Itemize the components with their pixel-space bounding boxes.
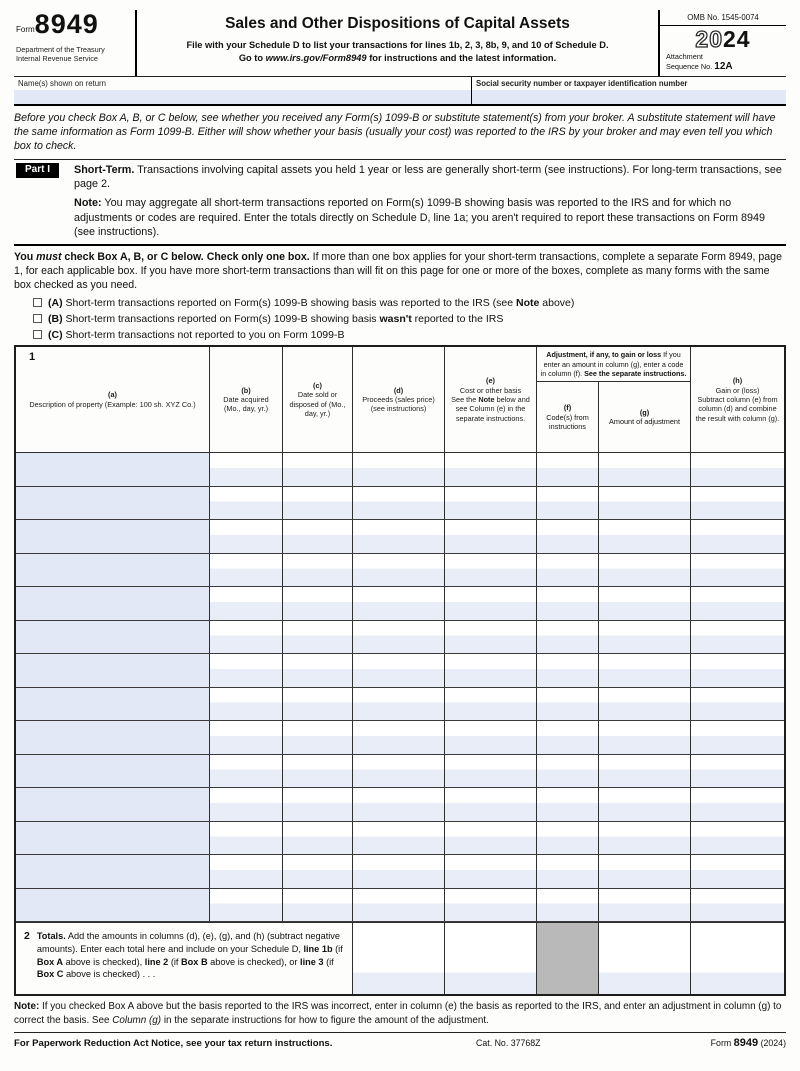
cell-codes[interactable] bbox=[537, 721, 599, 754]
totals-box-c: Box C bbox=[36, 969, 64, 980]
header-g-key: (g) bbox=[639, 407, 650, 417]
cell-proceeds[interactable] bbox=[353, 587, 445, 620]
part1-note-text: You may aggregate all short-term transactions reported on Form(s) 1099-B showing basis was reported to the IRS and for which no adjustments or codes are required. Enter the totals directly on Schedule D, line 1a; you aren't required to report these transactions on Form 8949 (see instructions). bbox=[74, 196, 766, 239]
cell-gain-loss[interactable] bbox=[691, 822, 784, 855]
divider bbox=[14, 244, 786, 246]
cell-gain-loss[interactable] bbox=[691, 621, 784, 654]
cell-amount-adjustment[interactable] bbox=[599, 621, 691, 654]
cell-date-acquired[interactable] bbox=[210, 688, 283, 721]
cell-date-sold[interactable] bbox=[283, 654, 353, 687]
omb-number: OMB No. 1545-0074 bbox=[660, 10, 786, 26]
cell-description[interactable] bbox=[16, 855, 210, 888]
cell-amount-adjustment[interactable] bbox=[599, 688, 691, 721]
cell-description[interactable] bbox=[16, 654, 210, 687]
cell-date-acquired[interactable] bbox=[210, 788, 283, 821]
totals-dot-leader: . . . bbox=[142, 969, 156, 980]
table-row bbox=[16, 487, 784, 521]
cell-codes[interactable] bbox=[537, 520, 599, 553]
cell-gain-loss[interactable] bbox=[691, 487, 784, 520]
checkbox-a-bold: Note bbox=[516, 296, 540, 309]
cell-date-sold[interactable] bbox=[283, 822, 353, 855]
ssn-input[interactable] bbox=[472, 90, 786, 104]
column-g-reference: Column (g) bbox=[112, 1014, 162, 1026]
table-row bbox=[16, 755, 784, 789]
basis-note-paragraph bbox=[14, 1000, 786, 1027]
adjustment-title: Adjustment, if any, to gain or loss bbox=[546, 350, 662, 360]
form-number: 8949 bbox=[34, 9, 99, 39]
totals-row bbox=[16, 922, 784, 994]
cell-gain-loss[interactable] bbox=[691, 587, 784, 620]
cell-cost-basis[interactable] bbox=[445, 688, 537, 721]
cell-date-acquired[interactable] bbox=[210, 889, 283, 922]
adjustment-text: If you enter an amount in column (g), enter a code in column (f). bbox=[540, 350, 684, 378]
cell-description[interactable] bbox=[16, 453, 210, 486]
cell-gain-loss[interactable] bbox=[691, 688, 784, 721]
basis-note-text-1: If you checked Box A above but the basis reported to the IRS was incorrect, enter in column (e) the basis as reported to the IRS, and enter an adjustment in column (g) to correct the basis. See bbox=[14, 1001, 782, 1026]
dept-line-2: Internal Revenue Service bbox=[16, 53, 98, 63]
cell-cost-basis[interactable] bbox=[445, 788, 537, 821]
cell-cost-basis[interactable] bbox=[445, 755, 537, 788]
totals-text-2: (if bbox=[332, 943, 343, 954]
cell-amount-adjustment[interactable] bbox=[599, 453, 691, 486]
totals-label-cell bbox=[16, 923, 353, 994]
totals-instructions bbox=[37, 930, 346, 990]
table-row bbox=[16, 788, 784, 822]
header-a-text: Description of property (Example: 100 sh. XYZ Co.) bbox=[29, 399, 196, 409]
header-e-line1: Cost or other basis bbox=[459, 385, 522, 395]
header-date-sold bbox=[283, 347, 353, 452]
cell-gain-loss[interactable] bbox=[691, 453, 784, 486]
broker-intro-paragraph: Before you check Box A, B, or C below, see whether you received any Form(s) 1099-B or substitute statement(s) from your broker. A substitute statement will have the same information as Form 1099-B. Either will show whether your basis (usually your cost) was reported to the IRS by your broker and may even tell you which box to check. bbox=[14, 111, 776, 153]
cell-date-acquired[interactable] bbox=[210, 487, 283, 520]
cell-description[interactable] bbox=[16, 520, 210, 553]
cell-amount-adjustment[interactable] bbox=[599, 755, 691, 788]
checkbox-b[interactable] bbox=[33, 314, 42, 323]
note-label: Note: bbox=[74, 196, 102, 209]
subtitle-line-1: File with your Schedule D to list your transactions for lines 1b, 2, 3, 8b, 9, and 10 of Schedule D. bbox=[186, 40, 609, 50]
cell-amount-adjustment[interactable] bbox=[599, 487, 691, 520]
totals-cost-basis[interactable] bbox=[445, 923, 537, 994]
goto-suffix: for instructions and the latest information. bbox=[366, 52, 557, 63]
totals-text-6: (if bbox=[323, 956, 334, 967]
cell-proceeds[interactable] bbox=[353, 889, 445, 922]
page-footer bbox=[14, 1032, 786, 1049]
header-g-text: Amount of adjustment bbox=[609, 417, 680, 427]
cell-amount-adjustment[interactable] bbox=[599, 855, 691, 888]
part1-heading-text: Transactions involving capital assets you held 1 year or less are generally short-term (see instructions). For long-term transactions, see page 2. bbox=[74, 163, 782, 191]
checkbox-a[interactable] bbox=[33, 298, 42, 307]
table-row bbox=[16, 688, 784, 722]
checkbox-a-key: (A) bbox=[48, 296, 63, 309]
cell-date-acquired[interactable] bbox=[210, 520, 283, 553]
checkbox-b-suffix: reported to the IRS bbox=[411, 312, 504, 325]
totals-text-5: above is checked), or bbox=[207, 956, 301, 967]
cell-codes[interactable] bbox=[537, 788, 599, 821]
cell-amount-adjustment[interactable] bbox=[599, 788, 691, 821]
cell-proceeds[interactable] bbox=[353, 621, 445, 654]
cell-amount-adjustment[interactable] bbox=[599, 587, 691, 620]
header-amount-adjustment bbox=[599, 382, 690, 452]
header-h-key: (h) bbox=[732, 376, 743, 386]
box-instructions-paragraph bbox=[14, 250, 786, 293]
cell-date-acquired[interactable] bbox=[210, 855, 283, 888]
name-label: Name(s) shown on return bbox=[18, 78, 106, 88]
cell-date-acquired[interactable] bbox=[210, 654, 283, 687]
header-f-text: Code(s) from instructions bbox=[546, 412, 589, 432]
cell-description[interactable] bbox=[16, 755, 210, 788]
header-c-key: (c) bbox=[313, 380, 322, 390]
checkbox-b-key: (B) bbox=[48, 312, 63, 325]
cell-cost-basis[interactable] bbox=[445, 453, 537, 486]
form-word: Form bbox=[16, 24, 35, 34]
cell-codes[interactable] bbox=[537, 755, 599, 788]
cell-date-sold[interactable] bbox=[283, 621, 353, 654]
cell-description[interactable] bbox=[16, 621, 210, 654]
totals-line2: line 2 bbox=[144, 956, 169, 967]
transactions-table bbox=[14, 345, 786, 996]
header-c-text: Date sold or disposed of (Mo., day, yr.) bbox=[289, 390, 346, 419]
cell-proceeds[interactable] bbox=[353, 487, 445, 520]
cell-proceeds[interactable] bbox=[353, 453, 445, 486]
cell-date-sold[interactable] bbox=[283, 889, 353, 922]
tax-year bbox=[660, 28, 786, 51]
cell-description[interactable] bbox=[16, 587, 210, 620]
form-number-block bbox=[14, 10, 137, 76]
cell-date-acquired[interactable] bbox=[210, 587, 283, 620]
table-row bbox=[16, 889, 784, 923]
must-check-post: check Box A, B, or C below. Check only one box. bbox=[61, 250, 310, 263]
cell-date-sold[interactable] bbox=[283, 453, 353, 486]
cell-date-sold[interactable] bbox=[283, 554, 353, 587]
table-row bbox=[16, 453, 784, 487]
cell-date-sold[interactable] bbox=[283, 855, 353, 888]
part1-note bbox=[74, 196, 782, 240]
checkbox-row-a bbox=[33, 297, 786, 310]
cell-gain-loss[interactable] bbox=[691, 755, 784, 788]
cell-amount-adjustment[interactable] bbox=[599, 822, 691, 855]
totals-box-a: Box A bbox=[36, 956, 64, 967]
totals-gain-loss[interactable] bbox=[691, 923, 784, 994]
must-check-pre: You bbox=[14, 250, 37, 263]
checkbox-row-b bbox=[33, 313, 786, 326]
cell-amount-adjustment[interactable] bbox=[599, 889, 691, 922]
totals-line3: line 3 bbox=[300, 956, 324, 967]
form-footer-id bbox=[666, 1037, 786, 1049]
cell-date-sold[interactable] bbox=[283, 721, 353, 754]
checkbox-a-suffix: above) bbox=[539, 296, 575, 309]
cell-cost-basis[interactable] bbox=[445, 621, 537, 654]
cell-date-acquired[interactable] bbox=[210, 755, 283, 788]
cell-cost-basis[interactable] bbox=[445, 889, 537, 922]
header-adjustment-group bbox=[537, 347, 691, 452]
cell-amount-adjustment[interactable] bbox=[599, 721, 691, 754]
adjustment-see-instructions: See the separate instructions. bbox=[584, 368, 687, 378]
header-a-key: (a) bbox=[108, 390, 117, 400]
attachment-word: Attachment bbox=[666, 52, 703, 61]
cell-date-acquired[interactable] bbox=[210, 721, 283, 754]
short-term-label: Short-Term. bbox=[74, 163, 135, 176]
cell-gain-loss[interactable] bbox=[691, 855, 784, 888]
table-row bbox=[16, 587, 784, 621]
cell-description[interactable] bbox=[16, 554, 210, 587]
cell-date-acquired[interactable] bbox=[210, 621, 283, 654]
cell-date-sold[interactable] bbox=[283, 520, 353, 553]
cell-cost-basis[interactable] bbox=[445, 587, 537, 620]
checkbox-b-text: Short-term transactions reported on Form(s) 1099-B showing basis bbox=[62, 312, 380, 325]
checkbox-a-text: Short-term transactions reported on Form(s) 1099-B showing basis was reported to the IRS (see bbox=[62, 296, 517, 309]
totals-proceeds[interactable] bbox=[353, 923, 445, 994]
cell-codes[interactable] bbox=[537, 688, 599, 721]
cell-codes[interactable] bbox=[537, 654, 599, 687]
goto-text: Go to bbox=[238, 52, 266, 63]
header-proceeds bbox=[353, 347, 445, 452]
sequence-number: 12A bbox=[714, 61, 733, 73]
totals-text-4: (if bbox=[168, 956, 182, 967]
attachment-sequence bbox=[660, 51, 786, 76]
cell-gain-loss[interactable] bbox=[691, 554, 784, 587]
cell-gain-loss[interactable] bbox=[691, 654, 784, 687]
cell-date-sold[interactable] bbox=[283, 487, 353, 520]
cell-date-sold[interactable] bbox=[283, 587, 353, 620]
cell-description[interactable] bbox=[16, 721, 210, 754]
checkbox-c-label bbox=[48, 329, 344, 342]
checkbox-row-c bbox=[33, 329, 786, 342]
box-instructions-text: If more than one box applies for your short-term transactions, complete a separate Form 8949, page 1, for each applicable box. If you have more short-term transactions than will fit on this page for one or more of the boxes, complete as many forms with the same box checked as you need. bbox=[14, 250, 782, 292]
cell-proceeds[interactable] bbox=[353, 520, 445, 553]
cell-gain-loss[interactable] bbox=[691, 788, 784, 821]
line-1-number: 1 bbox=[29, 351, 36, 364]
cell-codes[interactable] bbox=[537, 587, 599, 620]
header-b-key: (b) bbox=[241, 385, 251, 395]
part1-heading bbox=[74, 163, 782, 192]
cell-codes[interactable] bbox=[537, 453, 599, 486]
table-row bbox=[16, 554, 784, 588]
cell-codes[interactable] bbox=[537, 855, 599, 888]
cell-proceeds[interactable] bbox=[353, 855, 445, 888]
year-solid-digits: 24 bbox=[723, 26, 751, 52]
checkbox-c-text: Short-term transactions not reported to you on Form 1099-B bbox=[62, 329, 345, 342]
name-input[interactable] bbox=[14, 90, 471, 104]
cell-description[interactable] bbox=[16, 688, 210, 721]
footer-form-number: 8949 bbox=[733, 1037, 759, 1050]
subtitle-line-2 bbox=[145, 52, 650, 65]
cell-codes[interactable] bbox=[537, 487, 599, 520]
part1-label: Part I bbox=[16, 163, 59, 178]
table-row bbox=[16, 855, 784, 889]
cell-date-sold[interactable] bbox=[283, 755, 353, 788]
header-f-key: (f) bbox=[563, 403, 572, 413]
cell-proceeds[interactable] bbox=[353, 788, 445, 821]
cell-codes[interactable] bbox=[537, 822, 599, 855]
table-header-row bbox=[16, 347, 784, 453]
totals-text-1: Add the amounts in columns (d), (e), (g), and (h) (subtract negative amounts). Enter each total here and include on your Schedule D, bbox=[36, 931, 341, 954]
cell-date-acquired[interactable] bbox=[210, 822, 283, 855]
cell-gain-loss[interactable] bbox=[691, 520, 784, 553]
cell-date-sold[interactable] bbox=[283, 788, 353, 821]
checkbox-b-label bbox=[48, 313, 503, 326]
totals-text-7: above is checked) bbox=[63, 969, 143, 980]
totals-line1b: line 1b bbox=[303, 943, 333, 954]
part1-section bbox=[14, 160, 786, 244]
page-title: Sales and Other Dispositions of Capital Assets bbox=[225, 15, 570, 32]
dept-line-1: Department of the Treasury bbox=[16, 44, 105, 54]
cell-date-sold[interactable] bbox=[283, 688, 353, 721]
footer-form-word: Form bbox=[710, 1038, 734, 1049]
header-e-key: (e) bbox=[486, 376, 495, 386]
cell-cost-basis[interactable] bbox=[445, 487, 537, 520]
table-row bbox=[16, 721, 784, 755]
header-e-note-bold: Note bbox=[478, 394, 495, 404]
cell-proceeds[interactable] bbox=[353, 822, 445, 855]
sequence-label: Sequence No. bbox=[666, 62, 715, 72]
cell-proceeds[interactable] bbox=[353, 721, 445, 754]
header-gain-loss bbox=[691, 347, 784, 452]
form-title-block bbox=[137, 10, 660, 76]
checkbox-a-label bbox=[48, 297, 574, 310]
footer-form-year: (2024) bbox=[758, 1038, 786, 1049]
header-adjustment bbox=[537, 347, 690, 382]
header-description bbox=[16, 347, 210, 452]
header-date-acquired bbox=[210, 347, 283, 452]
totals-box-b: Box B bbox=[181, 956, 208, 967]
ssn-label: Social security number or taxpayer identification number bbox=[476, 78, 688, 88]
cell-description[interactable] bbox=[16, 822, 210, 855]
cell-proceeds[interactable] bbox=[353, 755, 445, 788]
cell-cost-basis[interactable] bbox=[445, 721, 537, 754]
omb-block bbox=[660, 10, 786, 76]
cell-cost-basis[interactable] bbox=[445, 554, 537, 587]
cell-amount-adjustment[interactable] bbox=[599, 654, 691, 687]
cell-cost-basis[interactable] bbox=[445, 822, 537, 855]
table-row bbox=[16, 822, 784, 856]
table-row bbox=[16, 621, 784, 655]
taxpayer-row bbox=[14, 77, 786, 106]
cell-codes[interactable] bbox=[537, 554, 599, 587]
ssn-cell bbox=[472, 77, 786, 104]
header-e-line2 bbox=[449, 395, 532, 423]
cell-cost-basis[interactable] bbox=[445, 520, 537, 553]
paperwork-notice: For Paperwork Reduction Act Notice, see your tax return instructions. bbox=[14, 1038, 333, 1050]
checkbox-b-bold: wasn't bbox=[379, 312, 412, 325]
header-h-line1: Gain or (loss) bbox=[715, 385, 760, 395]
cell-description[interactable] bbox=[16, 487, 210, 520]
cell-date-acquired[interactable] bbox=[210, 554, 283, 587]
table-row bbox=[16, 520, 784, 554]
catalog-number: Cat. No. 37768Z bbox=[476, 1038, 541, 1049]
header-codes bbox=[537, 382, 599, 452]
header-cost-basis bbox=[445, 347, 537, 452]
name-cell bbox=[14, 77, 472, 104]
cell-date-acquired[interactable] bbox=[210, 453, 283, 486]
cell-gain-loss[interactable] bbox=[691, 721, 784, 754]
cell-description[interactable] bbox=[16, 889, 210, 922]
totals-text-3: above is checked), bbox=[63, 956, 145, 967]
header-d-text: Proceeds (sales price) (see instructions) bbox=[362, 394, 435, 414]
line-2-number: 2 bbox=[24, 930, 30, 943]
totals-codes-blocked bbox=[537, 923, 599, 994]
cell-proceeds[interactable] bbox=[353, 554, 445, 587]
must-word: must bbox=[36, 250, 62, 263]
checkbox-c[interactable] bbox=[33, 330, 42, 339]
irs-url-link[interactable]: www.irs.gov/Form8949 bbox=[265, 52, 367, 63]
cell-proceeds[interactable] bbox=[353, 688, 445, 721]
cell-codes[interactable] bbox=[537, 889, 599, 922]
cell-gain-loss[interactable] bbox=[691, 889, 784, 922]
totals-amount-adjustment[interactable] bbox=[599, 923, 691, 994]
header-h-text: Subtract column (e) from column (d) and combine the result with column (g). bbox=[695, 394, 780, 423]
checkbox-c-key: (C) bbox=[48, 329, 63, 342]
note-label: Note: bbox=[14, 1001, 40, 1013]
cell-proceeds[interactable] bbox=[353, 654, 445, 687]
header-e-pre: See the bbox=[451, 394, 479, 404]
form-header bbox=[14, 10, 786, 77]
basis-note-text-2: in the separate instructions for how to figure the amount of the adjustment. bbox=[161, 1014, 489, 1026]
cell-amount-adjustment[interactable] bbox=[599, 520, 691, 553]
cell-cost-basis[interactable] bbox=[445, 654, 537, 687]
cell-description[interactable] bbox=[16, 788, 210, 821]
header-b-text: Date acquired (Mo., day, yr.) bbox=[223, 394, 269, 414]
header-e-post: below and see Column (e) in the separate instructions. bbox=[455, 394, 530, 423]
table-row bbox=[16, 654, 784, 688]
year-outline-digits: 20 bbox=[695, 26, 723, 52]
cell-codes[interactable] bbox=[537, 621, 599, 654]
totals-word: Totals. bbox=[36, 931, 66, 942]
cell-cost-basis[interactable] bbox=[445, 855, 537, 888]
cell-amount-adjustment[interactable] bbox=[599, 554, 691, 587]
header-d-key: (d) bbox=[393, 385, 404, 395]
